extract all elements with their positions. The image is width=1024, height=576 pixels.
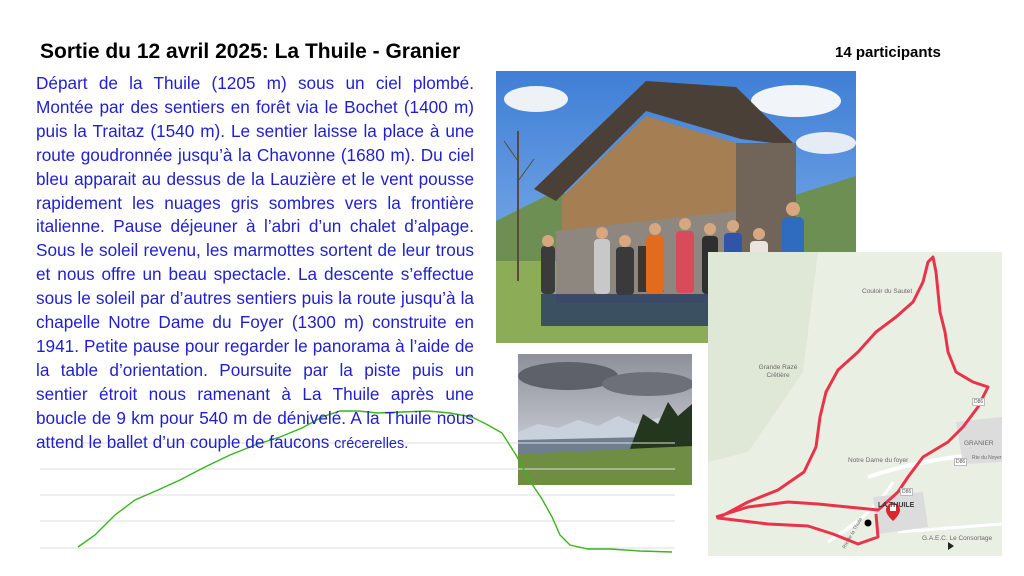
label-couloir: Couloir du Sautet: [862, 288, 913, 295]
story-text: [36, 72, 474, 457]
route-map: [708, 252, 1002, 556]
start-point: [865, 520, 872, 527]
label-street-2: Rte du Noyer: [972, 455, 1002, 461]
road-label: D86: [956, 459, 966, 465]
cloud: [751, 85, 841, 117]
road-label: D86: [974, 399, 984, 405]
label-gaec: G.A.E.C. Le Consortage: [922, 535, 993, 542]
label-town: LA THUILE: [878, 502, 915, 509]
label-street: Rte de la Thuile: [841, 516, 865, 551]
label-notre-dame: Notre Dame du foyer: [848, 457, 909, 464]
label-granier: GRANIER: [964, 440, 994, 447]
village-thuile: [873, 492, 928, 534]
cloud: [602, 372, 692, 396]
road-label: D86: [902, 489, 912, 495]
slide-title: Sortie du 12 avril 2025: La Thuile - Granier: [40, 40, 461, 63]
story-tail: crécerelles.: [334, 435, 409, 452]
story-main: Départ de la Thuile (1205 m) sous un ciel plombé. Montée par des sentiers en forêt via le Bochet (1400 m) puis la Traitaz (1540 m). Le sentier laisse la place à une route goudronnée jusqu’à la Chavonne (1680 m). Du ciel bleu apparait au dessus de la Lauzière et le vent pousse rapidement les nuages gris sombres vers la frontière italienne. Pause déjeuner à l’abri d’un chalet d’alpage. Sous le soleil revenu, les marmottes sortent de leur trous et nous offre un beau spectacle. La descente s’effectue sous le soleil par d’autres sentiers puis la route jusqu’à la chapelle Notre Dame du Foyer (1300 m) construite en 1941. Petite pause pour regarder le panorama à l’aide de la table d’orientation. Poursuite par la piste puis un sentier étroit nous ramenant à La Thuile après une boucle de 9 km pour 540 m de dénivelé. A la Thuile nous attend le ballet d’un couple de faucons: [36, 73, 474, 452]
cloud: [504, 86, 568, 112]
participants-count: 14 participants: [835, 44, 941, 61]
cloud: [796, 132, 856, 154]
label-grande-raze: Grande Razé Crêtière: [758, 364, 798, 379]
